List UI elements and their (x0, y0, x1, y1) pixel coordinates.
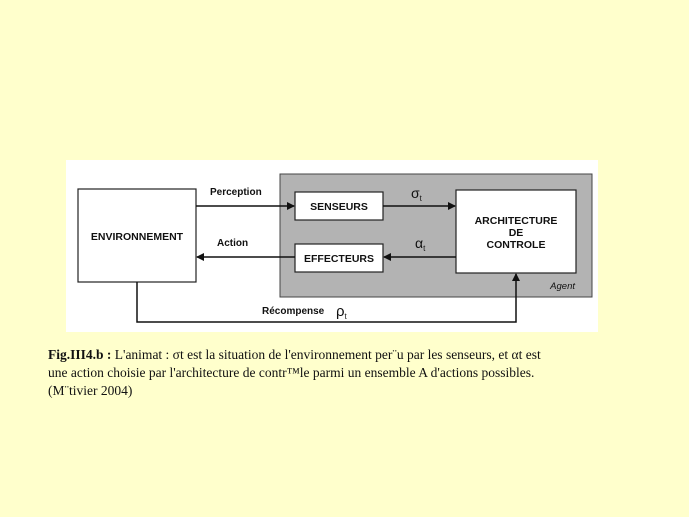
environment-label: ENVIRONNEMENT (90, 231, 184, 243)
action-label: Action (217, 238, 249, 249)
caption-line-1 (48, 346, 628, 364)
sigma-symbol: $\sigma_t$ (411, 185, 422, 203)
agent-label: Agent (550, 281, 575, 292)
architecture-label-line2: DE (508, 227, 524, 239)
alpha-subscript: t (423, 244, 426, 253)
recompense-label: Récompense (262, 306, 325, 317)
sigma-subscript: t (419, 194, 422, 203)
caption-figure-label: Fig.III4.b : (48, 347, 112, 362)
figure-caption (48, 346, 628, 400)
alpha-symbol: $\alpha_t$ (415, 235, 426, 253)
caption-line-2: une action choisie par l'architecture de contr™le parmi un ensemble A d'actions possibles. (48, 365, 535, 380)
senseurs-label: SENSEURS (310, 201, 368, 213)
architecture-label-line1: ARCHITECTURE (474, 215, 558, 227)
rho-symbol: $\rho_t$ (336, 303, 347, 321)
agent-environment-diagram (66, 160, 598, 332)
perception-label: Perception (210, 187, 262, 198)
effecteurs-label: EFFECTEURS (303, 253, 375, 265)
rho-subscript: t (344, 312, 347, 321)
caption-line-3: (M¨tivier 2004) (48, 383, 133, 398)
architecture-label-line3: CONTROLE (486, 239, 546, 251)
caption-line-1-text: L'animat : σt est la situation de l'environnement per¨u par les senseurs, et αt est (111, 347, 541, 362)
